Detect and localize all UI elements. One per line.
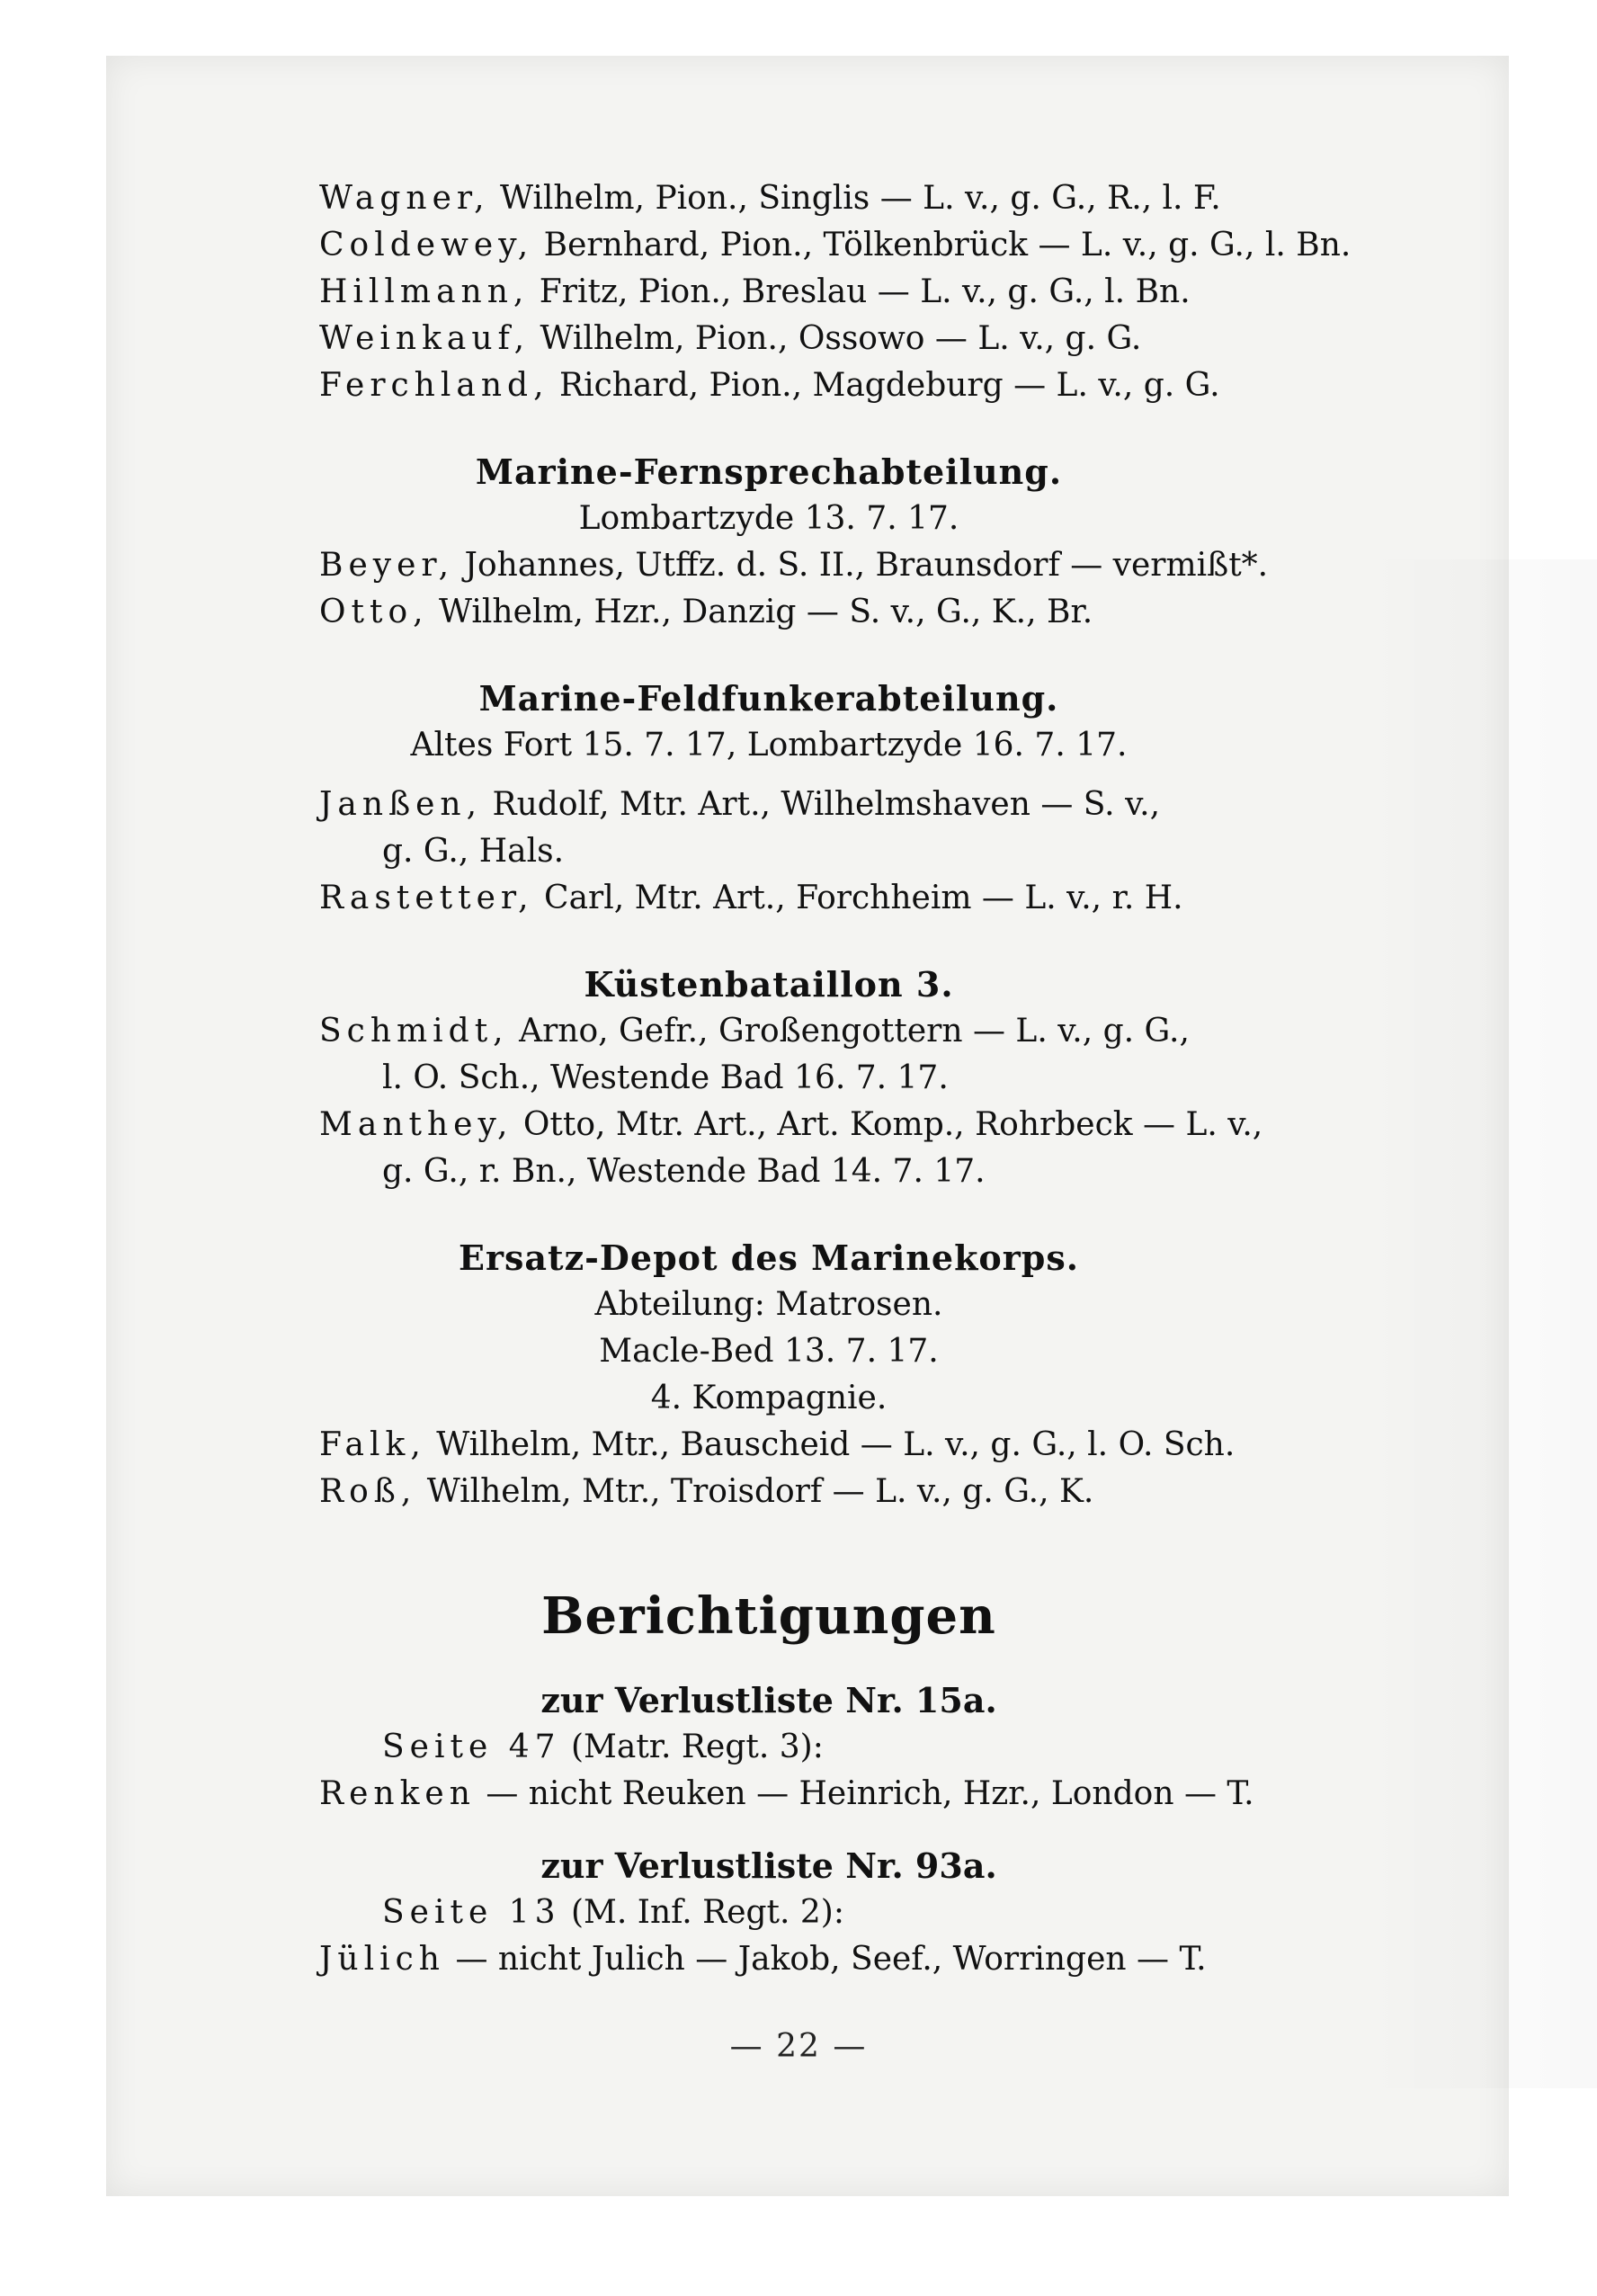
entry-line (319, 362, 1308, 409)
page-ref-detail: (Matr. Regt. 3): (560, 1729, 824, 1765)
entry-details: Arno, Gefr., Großengottern — L. v., g. G., (508, 1013, 1190, 1050)
entry-line (319, 316, 1308, 362)
entry-line (319, 1102, 1308, 1148)
corrections-group-heading: zur Verlustliste Nr. 15a. (540, 1680, 997, 1720)
section-place-date: Altes Fort 15. 7. 17, Lombartzyde 16. 7. 17. (410, 727, 1128, 764)
entry-line (319, 1008, 1308, 1055)
entry-continuation: g. G., Hals. (382, 833, 565, 870)
entry-details: Wilhelm, Pion., Ossowo — L. v., g. G. (530, 320, 1142, 357)
entry-line (319, 875, 1308, 922)
entry-surname: Weinkauf, (319, 320, 531, 357)
entry-surname: Otto, (319, 594, 429, 630)
section-heading: Küstenbataillon 3. (584, 964, 954, 1005)
bleed-through-shade (1365, 559, 1597, 2088)
entry-surname: Falk, (319, 1426, 426, 1463)
corrections-page-ref (319, 1724, 1308, 1771)
document-body (319, 175, 1352, 1983)
entry-surname: Schmidt, (319, 1013, 509, 1050)
section-place-date: Lombartzyde 13. 7. 17. (578, 500, 959, 537)
correction-name: Renken (319, 1775, 476, 1812)
entry-continuation: g. G., r. Bn., Westende Bad 14. 7. 17. (382, 1153, 986, 1190)
entry-surname: Coldewey, (319, 227, 534, 264)
entry-details: Richard, Pion., Magdeburg — L. v., g. G. (549, 367, 1220, 404)
section-heading: Marine-Fernsprechabteilung. (475, 451, 1063, 492)
entry-line (319, 542, 1308, 589)
entry-details: Bernhard, Pion., Tölkenbrück — L. v., g. G., l. Bn. (533, 227, 1352, 264)
page-number: — 22 — (729, 2028, 868, 2065)
entry-line (319, 269, 1308, 316)
entry-details: Wilhelm, Pion., Singlis — L. v., g. G., R., l. F. (489, 180, 1221, 217)
corrections-page-ref (319, 1890, 1308, 1936)
section-place-date: Macle-Bed 13. 7. 17. (599, 1333, 939, 1370)
page-label: Seite 13 (382, 1894, 561, 1931)
entry-surname: Roß, (319, 1473, 417, 1510)
entry-line (319, 589, 1308, 636)
entry-line (319, 1422, 1308, 1469)
correction-name: Jülich (319, 1941, 445, 1978)
entry-line (319, 1469, 1308, 1515)
correction-line (319, 1936, 1308, 1983)
section-subheading: 4. Kompagnie. (650, 1380, 888, 1416)
entry-line (319, 222, 1352, 269)
section-heading: Ersatz-Depot des Marinekorps. (459, 1237, 1079, 1278)
entry-details: Fritz, Pion., Breslau — L. v., g. G., l. Bn. (529, 273, 1191, 310)
entry-surname: Hillmann, (319, 273, 530, 310)
corrections-title: Berichtigungen (541, 1586, 996, 1646)
page-label: Seite 47 (382, 1729, 561, 1765)
entry-surname: Janßen, (319, 786, 483, 823)
section-heading: Marine-Feldfunkerabteilung. (478, 678, 1059, 719)
entry-line (319, 175, 1308, 222)
correction-line (319, 1771, 1308, 1818)
corrections-group-heading: zur Verlustliste Nr. 93a. (540, 1845, 997, 1886)
entry-details: Otto, Mtr. Art., Art. Komp., Rohrbeck — L. v., (513, 1106, 1263, 1143)
entry-surname: Ferchland, (319, 367, 549, 404)
entry-line (319, 782, 1308, 828)
entry-details: Wilhelm, Mtr., Troisdorf — L. v., g. G., K. (416, 1473, 1094, 1510)
section-subheading: Abteilung: Matrosen. (594, 1286, 943, 1323)
entry-continuation: l. O. Sch., Westende Bad 16. 7. 17. (382, 1059, 949, 1096)
page-ref-detail: (M. Inf. Regt. 2): (560, 1894, 844, 1931)
entry-details: Rudolf, Mtr. Art., Wilhelmshaven — S. v., (482, 786, 1161, 823)
entry-surname: Manthey, (319, 1106, 513, 1143)
entry-details: Wilhelm, Mtr., Bauscheid — L. v., g. G., l. O. Sch. (425, 1426, 1236, 1463)
correction-detail: — nicht Reuken — Heinrich, Hzr., London — T. (475, 1775, 1254, 1812)
entry-surname: Wagner, (319, 180, 490, 217)
entry-surname: Rastetter, (319, 880, 534, 916)
entry-details: Carl, Mtr. Art., Forchheim — L. v., r. H. (533, 880, 1183, 916)
entry-details: Johannes, Utffz. d. S. II., Braunsdorf — vermißt*. (454, 547, 1269, 584)
entry-surname: Beyer, (319, 547, 455, 584)
entry-details: Wilhelm, Hzr., Danzig — S. v., G., K., Br. (428, 594, 1093, 630)
correction-detail: — nicht Julich — Jakob, Seef., Worringen — T. (445, 1941, 1207, 1978)
